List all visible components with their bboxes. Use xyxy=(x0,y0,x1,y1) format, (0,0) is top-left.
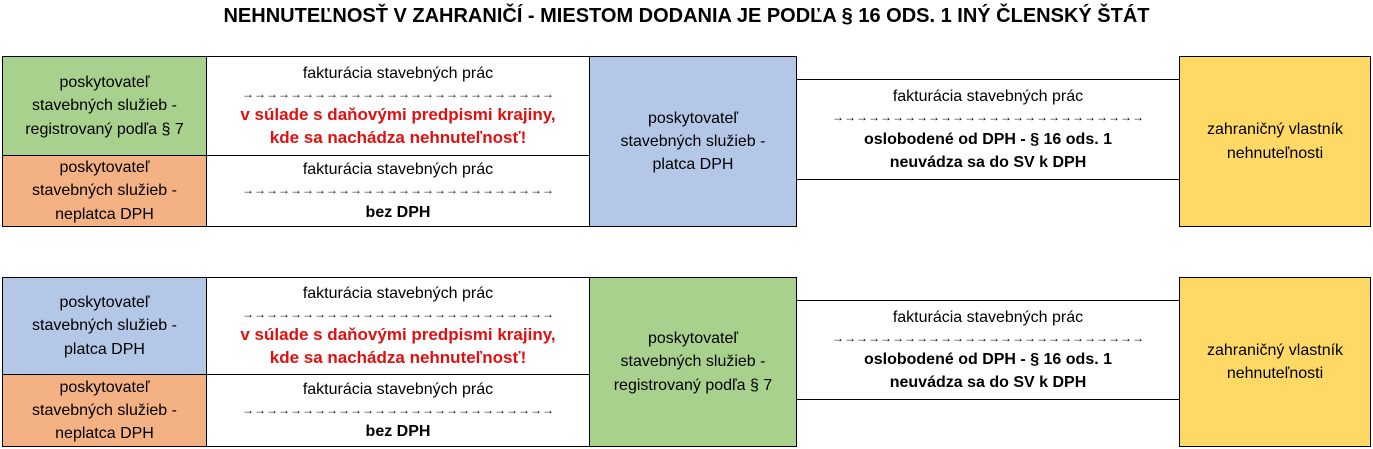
box-line: platca DPH xyxy=(652,156,734,174)
flow-label: fakturácia stavebných prác xyxy=(302,380,494,398)
box-line: registrovaný podľa § 7 xyxy=(613,376,773,394)
diagram-title: NEHNUTEĽNOSŤ V ZAHRANIČÍ - MIESTOM DODANIA JE PODĽA § 16 ODS. 1 INÝ ČLENSKÝ ŠTÁT xyxy=(223,5,1150,27)
arrow-icon: →→→→→→→→→→→→→→→→→→→→→→→→→→ xyxy=(242,183,554,198)
invoice-flow-bottom xyxy=(206,155,590,227)
invoice-flow-bottom xyxy=(206,374,590,447)
box-line: zahraničný vlastník xyxy=(1206,341,1344,359)
provider-non-vat-payer-box xyxy=(2,374,207,447)
box-line: poskytovateľ xyxy=(59,74,150,92)
box-line: stavebných služieb - xyxy=(32,182,177,200)
flow-label: fakturácia stavebných prác xyxy=(892,88,1084,106)
box-line: stavebných služieb - xyxy=(620,353,766,371)
foreign-owner-box xyxy=(1179,56,1371,227)
flow-note: bez DPH xyxy=(365,203,431,221)
flow-note: bez DPH xyxy=(365,423,431,441)
box-line: stavebných služieb - xyxy=(620,132,766,150)
box-line: poskytovateľ xyxy=(647,330,739,348)
provider-vat-payer-box xyxy=(2,277,207,375)
invoice-flow-right xyxy=(796,300,1180,400)
box-line: poskytovateľ xyxy=(59,378,150,396)
flow-note: neuvádza sa do SV k DPH xyxy=(889,374,1087,392)
flow-note: neuvádza sa do SV k DPH xyxy=(889,153,1087,171)
provider-non-vat-payer-box xyxy=(2,155,207,227)
flow-label: fakturácia stavebných prác xyxy=(302,284,494,302)
box-line: stavebných služieb - xyxy=(32,401,177,419)
flow-warning: kde sa nachádza nehnuteľnosť! xyxy=(269,348,527,368)
arrow-icon: →→→→→→→→→→→→→→→→→→→→→→→→→→ xyxy=(832,330,1144,345)
arrow-icon: →→→→→→→→→→→→→→→→→→→→→→→→→→ xyxy=(242,87,554,102)
arrow-icon: →→→→→→→→→→→→→→→→→→→→→→→→→→ xyxy=(242,402,554,417)
box-line: poskytovateľ xyxy=(647,109,739,127)
flow-label: fakturácia stavebných prác xyxy=(302,64,494,82)
box-line: zahraničný vlastník xyxy=(1206,121,1344,139)
invoice-flow-right xyxy=(796,79,1180,180)
box-line: registrovaný podľa § 7 xyxy=(25,120,184,138)
box-line: stavebných služieb - xyxy=(32,97,177,115)
foreign-owner-box xyxy=(1179,277,1371,447)
box-line: nehnuteľnosti xyxy=(1226,365,1324,382)
arrow-icon: →→→→→→→→→→→→→→→→→→→→→→→→→→ xyxy=(242,307,554,322)
invoice-flow-top xyxy=(206,56,590,156)
box-line: platca DPH xyxy=(64,340,145,358)
flow-label: fakturácia stavebných prác xyxy=(302,161,494,179)
flow-note: oslobodené od DPH - § 16 ods. 1 xyxy=(863,130,1113,148)
box-line: stavebných služieb - xyxy=(32,317,177,335)
invoice-flow-top xyxy=(206,277,590,375)
flow-warning: v súlade s daňovými predpismi krajiny, xyxy=(240,325,556,345)
flow-warning: v súlade s daňovými predpismi krajiny, xyxy=(240,105,556,125)
arrow-icon: →→→→→→→→→→→→→→→→→→→→→→→→→→ xyxy=(832,110,1144,125)
provider-vat-payer-box xyxy=(589,56,797,227)
box-line: poskytovateľ xyxy=(59,294,150,312)
box-line: neplatca DPH xyxy=(55,205,154,223)
box-line: nehnuteľnosti xyxy=(1226,144,1324,162)
flow-warning: kde sa nachádza nehnuteľnosť! xyxy=(269,128,527,148)
box-line: neplatca DPH xyxy=(55,425,154,443)
flow-label: fakturácia stavebných prác xyxy=(892,308,1084,326)
provider-registered-box xyxy=(589,277,797,447)
box-line: poskytovateľ xyxy=(59,159,150,177)
flow-note: oslobodené od DPH - § 16 ods. 1 xyxy=(863,351,1113,368)
provider-registered-box xyxy=(2,56,207,156)
